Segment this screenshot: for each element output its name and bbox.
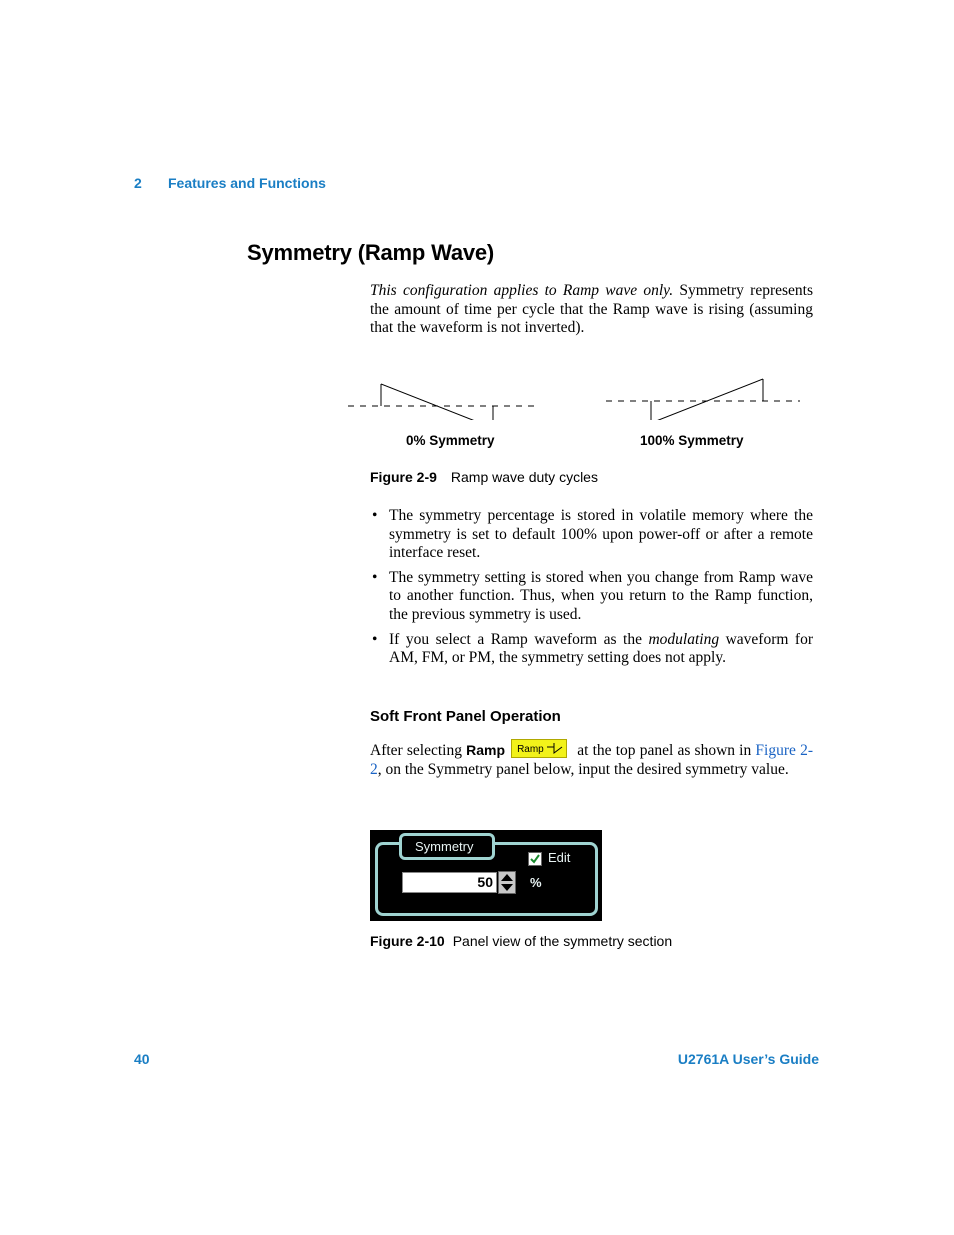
chapter-title: Features and Functions [168, 175, 326, 191]
intro-italic-lead: This configuration applies to Ramp wave only. [370, 282, 674, 299]
bullet-text-post: waveform for AM, FM, or PM, the symmetry setting does not apply. [389, 630, 814, 667]
bullet-list [370, 507, 813, 674]
para-post: , on the Symmetry panel below, input the desired symmetry value. [377, 760, 789, 778]
guide-title: U2761A User’s Guide [677, 1051, 819, 1067]
list-item [370, 569, 813, 625]
symmetry-panel [370, 830, 602, 921]
bullet-text-pre: If you select a Ramp waveform as the [389, 630, 649, 648]
ramp-button[interactable] [511, 739, 567, 758]
edit-checkbox[interactable] [528, 852, 542, 866]
figure-2-2-link[interactable]: Figure 2-2 [370, 742, 813, 778]
bullet-symbol: • [372, 568, 378, 586]
label-0-percent-symmetry: 0% Symmetry [406, 433, 495, 448]
symmetry-panel-tab: Symmetry [399, 833, 495, 860]
bullet-text: The symmetry setting is stored when you change from Ramp wave to another function. Thus, when you return to the Ramp function, the previous symmetry is used. [389, 568, 813, 623]
soft-front-panel-paragraph [370, 739, 813, 779]
figure-2-10-number: Figure 2-10 [370, 933, 445, 949]
figure-2-10-text: Panel view of the symmetry section [452, 933, 673, 949]
symmetry-value-input[interactable]: 50 [402, 872, 497, 893]
check-icon [529, 853, 541, 865]
page-number: 40 [134, 1051, 150, 1067]
chapter-number: 2 [134, 175, 142, 191]
label-100-percent-symmetry: 100% Symmetry [640, 433, 744, 448]
bullet-text: The symmetry percentage is stored in volatile memory where the symmetry is set to default 100% upon power-off or after a remote interface reset. [389, 507, 813, 562]
bullet-symbol: • [372, 630, 378, 648]
figure-2-9-number: Figure 2-9 [370, 469, 437, 485]
ramp-100-percent-wave [606, 379, 800, 420]
unit-label: % [530, 875, 542, 890]
para-mid: at the top panel as shown in [573, 742, 756, 759]
ramp-word: Ramp [466, 742, 506, 758]
spinner-arrows-icon [499, 872, 515, 893]
intro-paragraph [370, 282, 813, 338]
bullet-symbol: • [372, 507, 378, 524]
ramp-wave-icon [546, 742, 564, 754]
section-title: Symmetry (Ramp Wave) [247, 240, 495, 265]
bullet-text-italic: modulating [648, 630, 720, 648]
intro-text: Symmetry represents the amount of time per cycle that the Ramp wave is rising (assuming that the waveform is not inverted). [370, 282, 813, 337]
list-item [370, 507, 813, 563]
figure-2-9-text: Ramp wave duty cycles [450, 469, 598, 485]
ramp-duty-cycle-figure [340, 370, 810, 420]
para-pre: After selecting [370, 742, 467, 759]
ramp-button-label: Ramp [517, 744, 544, 755]
symmetry-spinner[interactable] [498, 871, 516, 894]
edit-label: Edit [548, 850, 571, 865]
figure-2-10-caption [370, 933, 672, 949]
soft-front-panel-heading: Soft Front Panel Operation [370, 708, 561, 725]
figure-2-9-caption [370, 469, 598, 485]
ramp-0-percent-wave [348, 384, 540, 420]
list-item [370, 631, 813, 668]
